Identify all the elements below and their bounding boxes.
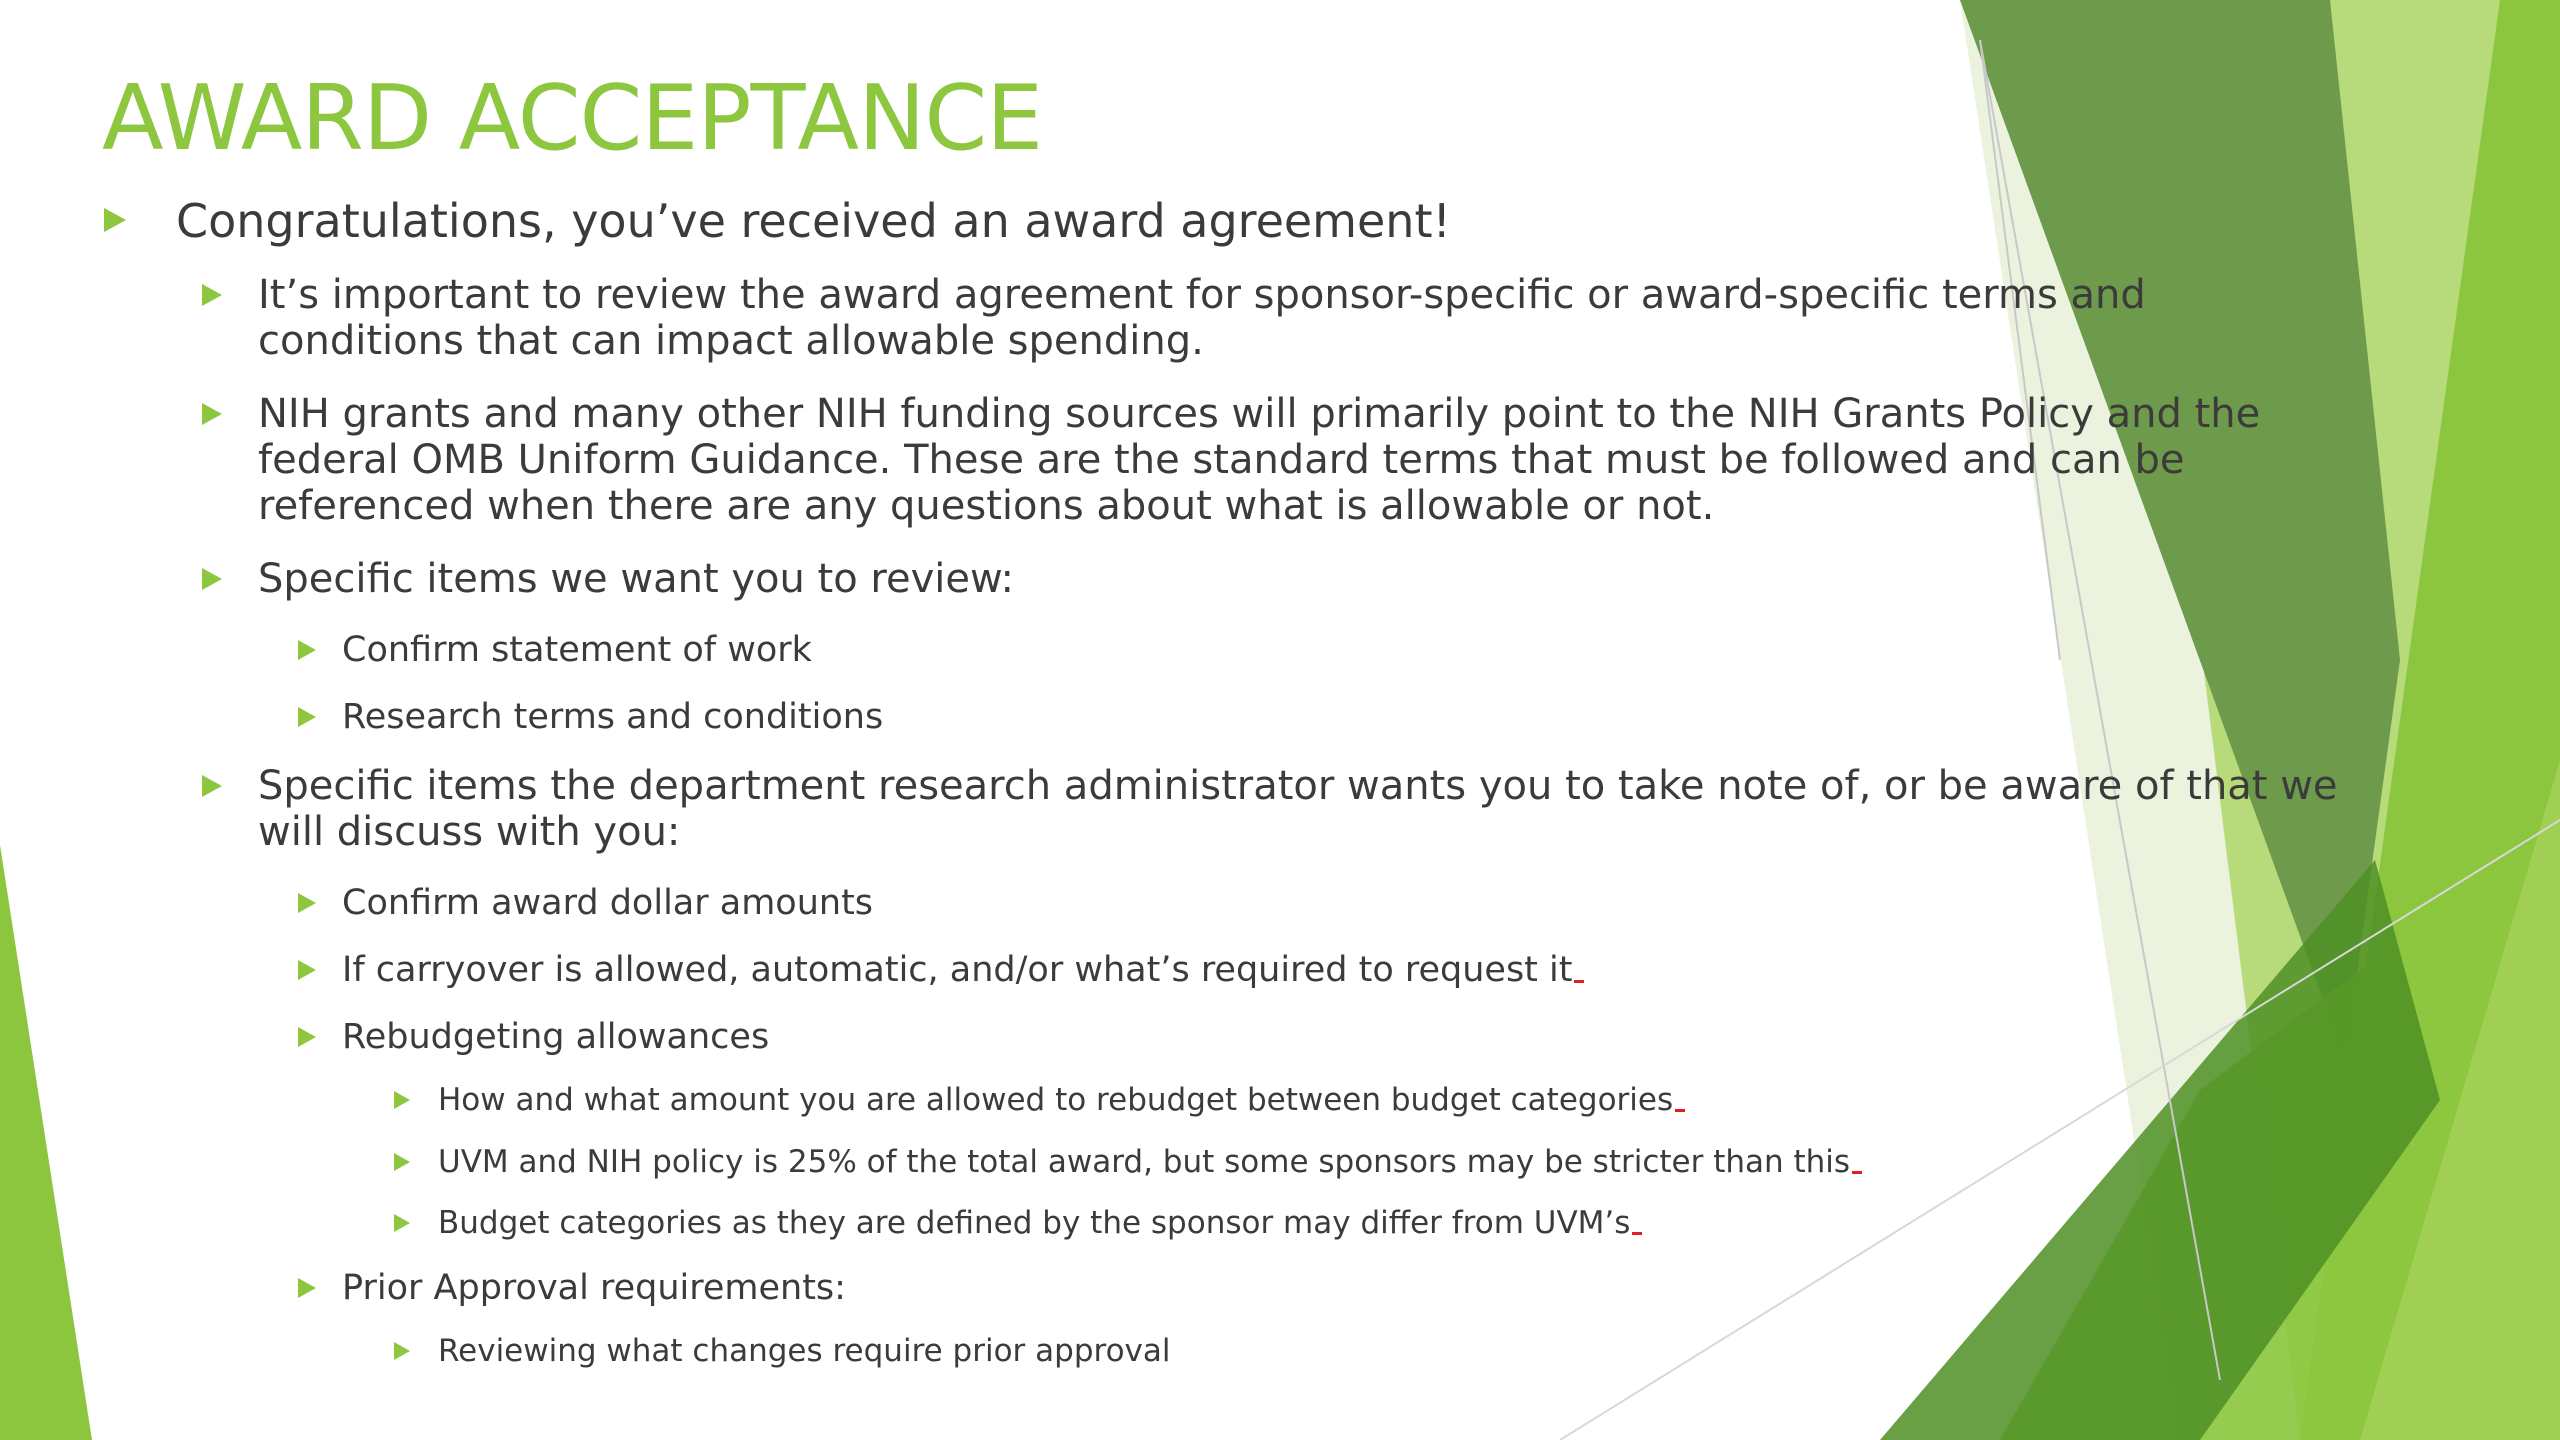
bullet-text: Rebudgeting allowances	[342, 1017, 770, 1057]
triangle-bullet-icon	[298, 1278, 316, 1298]
bullet-text: UVM and NIH policy is 25% of the total award, but some sponsors may be stricter than this	[438, 1144, 1851, 1180]
bullet-text: Research terms and conditions	[342, 697, 884, 737]
bullet-carryover	[298, 950, 1584, 990]
bullet-text: If carryover is allowed, automatic, and/or what’s required to request it	[342, 950, 1573, 990]
bullet-reviewing-changes	[394, 1333, 1171, 1369]
bullet-text: Budget categories as they are defined by the sponsor may differ from UVM’s	[438, 1205, 1631, 1241]
bullet-text: Reviewing what changes require prior approval	[438, 1333, 1171, 1369]
bullet-text: Confirm statement of work	[342, 630, 812, 670]
triangle-bullet-icon	[298, 1027, 316, 1047]
triangle-bullet-icon	[394, 1091, 410, 1109]
triangle-bullet-icon	[202, 568, 222, 590]
bullet-specific-items-review	[202, 556, 1014, 602]
bullet-text-row	[394, 1082, 1685, 1118]
bullet-research-terms	[298, 697, 883, 737]
triangle-bullet-icon	[298, 893, 316, 913]
bullet-review-award-agreement	[202, 272, 2146, 364]
triangle-bullet-icon	[394, 1342, 410, 1360]
edit-mark-icon	[1675, 1109, 1685, 1112]
bullet-prior-approval-requirements	[298, 1268, 846, 1308]
triangle-bullet-icon	[202, 284, 222, 306]
triangle-bullet-icon	[104, 208, 126, 232]
bullet-text-line: referenced when there are any questions about what is allowable or not.	[258, 483, 1715, 529]
bullet-confirm-award-dollar-amounts	[298, 883, 873, 923]
bullet-confirm-statement-of-work	[298, 630, 812, 670]
bullet-text-line: NIH grants and many other NIH funding sources will primarily point to the NIH Grants Policy and the	[258, 391, 2261, 437]
bullet-department-administrator-items	[202, 763, 2338, 855]
bullet-congratulations	[104, 194, 1451, 248]
bullet-text-line: conditions that can impact allowable spending.	[258, 318, 1204, 364]
edit-mark-icon	[1574, 980, 1584, 983]
bullet-text: Confirm award dollar amounts	[342, 883, 874, 923]
triangle-bullet-icon	[298, 960, 316, 980]
bullet-text-row	[298, 950, 1584, 990]
bullet-uvm-nih-policy	[394, 1144, 1862, 1180]
bullet-text-row	[394, 1144, 1862, 1180]
bullet-text: Prior Approval requirements:	[342, 1268, 846, 1308]
bullet-rebudget-amount	[394, 1082, 1685, 1118]
edit-mark-icon	[1632, 1232, 1642, 1235]
bullet-text: How and what amount you are allowed to rebudget between budget categories	[438, 1082, 1674, 1118]
triangle-bullet-icon	[298, 640, 316, 660]
bullet-text-line: Specific items the department research administrator wants you to take note of, or be aware of that we	[258, 763, 2338, 809]
bullet-text: Specific items we want you to review:	[258, 556, 1014, 602]
triangle-bullet-icon	[298, 707, 316, 727]
slide-title: AWARD ACCEPTANCE	[102, 66, 1043, 171]
triangle-bullet-icon	[202, 775, 222, 797]
bullet-text-row	[394, 1205, 1642, 1241]
triangle-bullet-icon	[202, 403, 222, 425]
triangle-bullet-icon	[394, 1153, 410, 1171]
bullet-text-line: It’s important to review the award agreement for sponsor-specific or award-specific terms and	[258, 272, 2146, 318]
triangle-bullet-icon	[394, 1214, 410, 1232]
bullet-rebudgeting-allowances	[298, 1017, 769, 1057]
bullet-text-line: federal OMB Uniform Guidance. These are the standard terms that must be followed and can be	[258, 437, 2185, 483]
bullet-budget-categories	[394, 1205, 1642, 1241]
bullet-text: Congratulations, you’ve received an award agreement!	[176, 194, 1451, 248]
bullet-text-line: will discuss with you:	[258, 809, 681, 855]
edit-mark-icon	[1852, 1171, 1862, 1174]
bullet-nih-grants-policy	[202, 391, 2260, 529]
